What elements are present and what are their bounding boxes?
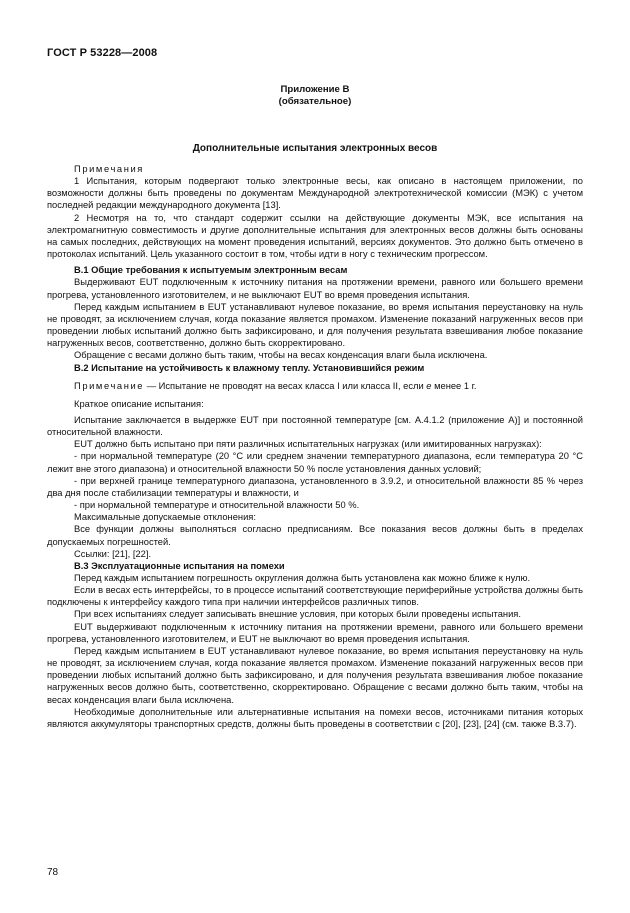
section-b3-paragraph-6: Необходимые дополнительные или альтернативные испытания на помехи весов, источниками питания которых являются аккумуляторы транспортных средств, должны быть проведены в соответствии с [20], [23], [24] (см. также В.3.7). (47, 706, 583, 729)
section-b1-paragraph-1: Выдерживают EUT подключенным к источнику питания на протяжении времени, равного или большего времени прогрева, установленного изготовителем, и не выключают EUT во время проведения испытания. (47, 277, 583, 300)
section-b3-paragraph-4: EUT выдерживают подключенным к источнику питания на протяжении времени, равного или большего времени прогрева, установленного изготовителем, и EUT не выключают во время проведения испытания. (47, 621, 583, 644)
section-b1-paragraph-3: Обращение с весами должно быть таким, чтобы на весах конденсация влаги была исключена. (74, 350, 488, 361)
section-b2-deviations-text: Все функции должны выполняться согласно предписаниям. Все показания весов должны быть в пределах допускаемых погрешностей. (47, 524, 583, 547)
section-b2-paragraph-2: EUT должно быть испытано при пяти различных испытательных нагрузках (или имитированных нагрузках): (74, 439, 542, 450)
section-b2-note (47, 380, 583, 392)
note-variable: e (426, 380, 432, 391)
document-title: Дополнительные испытания электронных весов (192, 143, 438, 154)
section-b2-item-1: - при нормальной температуре (20 °С или среднем значении температурного диапазона, если температура 20 °С лежит вне этого диапазона) и относительной влажности 50 % после установления данных условий; (47, 451, 583, 474)
standard-header: ГОСТ Р 53228—2008 (47, 47, 158, 59)
section-b3-paragraph-3: При всех испытаниях следует записывать внешние условия, при которых были проведены испытания. (74, 609, 521, 620)
section-b2-item-3: - при нормальной температуре и относительной влажности 50 %. (74, 500, 360, 511)
note-end: менее 1 г. (431, 380, 477, 391)
note-2: 2 Несмотря на то, что стандарт содержит ссылки на действующие документы МЭК, все испытания на электромагнитную совместимость и другие дополнительные испытания для электронных весов должны быть основаны на самых последних, действующих на момент проведения испытаний, версиях документов. Это должно быть отмечено в протоколах испытаний. Цель указанного состоит в том, чтобы идти в ногу с техническим прогрессом. (47, 212, 583, 260)
section-b3-heading: В.3 Эксплуатационные испытания на помехи (74, 560, 285, 571)
page-number: 78 (47, 867, 59, 878)
note-label: Примечание (74, 380, 145, 391)
section-b3-paragraph-1: Перед каждым испытанием погрешность округления должна быть установлена как можно ближе к нулю. (74, 573, 531, 583)
section-b2-item-2: - при верхней границе температурного диапазона, установленного в 3.9.2, и относительной влажности 85 % через два дня после стабилизации температуры и влажности, и (47, 475, 583, 498)
section-b3-paragraph-5: Перед каждым испытанием в EUT устанавливают нулевое показание, во время испытания переустановку на нуль не проводят, за исключением случая, когда показание является промахом. Изменение показаний нагруженных весов при проведении любых испытаний должно быть зафиксировано, и для получения результата взвешивания любое показание нагруженных весов должно быть, соответственно, скорректировано. Обращение с весами должно быть таким, чтобы на весах конденсация влаги была исключена. (47, 645, 583, 705)
notes-heading: Примечания (74, 164, 144, 174)
note-text: — Испытание не проводят на весах класса I или класса II, если (144, 380, 427, 391)
section-b2-deviations-label: Максимальные допускаемые отклонения: (74, 512, 256, 523)
annex-status: (обязательное) (278, 96, 352, 107)
annex-title: Приложение В (280, 84, 350, 95)
section-b2-description-label: Краткое описание испытания: (74, 398, 204, 409)
section-b2-heading: В.2 Испытание на устойчивость к влажному теплу. Установившийся режим (74, 362, 425, 373)
document-body (47, 163, 583, 730)
section-b1-heading: В.1 Общие требования к испытуемым электронным весам (74, 265, 348, 276)
section-b1-paragraph-2: Перед каждым испытанием в EUT устанавливают нулевое показание, во время испытания переустановку на нуль не проводят, за исключением случая, когда показание является промахом. Изменение показаний нагруженных весов при проведении любых испытаний должно быть зафиксировано, и для получения результата взвешивания любое показание нагруженных весов, соответственно, должно быть скорректировано. (47, 301, 583, 349)
section-b3-paragraph-2: Если в весах есть интерфейсы, то в процессе испытаний соответствующие периферийные устройства должны быть подключены к интерфейсу каждого типа при наличии интерфейсов различных типов. (47, 585, 583, 608)
section-b2-paragraph-1: Испытание заключается в выдержке EUT при постоянной температуре [см. А.4.1.2 (приложение А)] и постоянной относительной влажности. (47, 414, 583, 438)
note-1: 1 Испытания, которым подвергают только электронные весы, как описано в настоящем приложении, по возможности должны быть проведены по документам Международной электротехнической комиссии (МЭК) с учетом последней редакции международного документа [13]. (47, 176, 583, 211)
section-b2-references: Ссылки: [21], [22]. (74, 548, 152, 559)
